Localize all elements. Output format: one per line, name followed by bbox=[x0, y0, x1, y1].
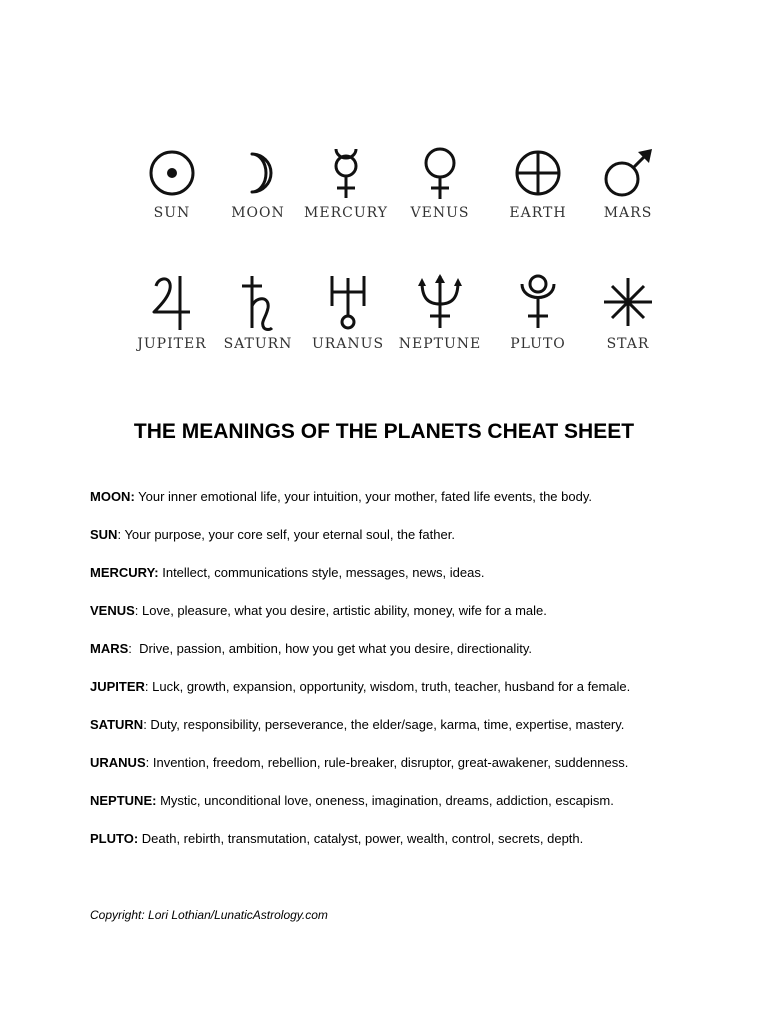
sun-glyph-icon bbox=[144, 145, 200, 201]
symbol-label: URANUS bbox=[311, 336, 385, 352]
meaning-text: : Love, pleasure, what you desire, artistic ability, money, wife for a male. bbox=[134, 603, 547, 618]
symbol-label: SUN bbox=[153, 205, 191, 221]
symbol-label: EARTH bbox=[509, 205, 567, 221]
earth-glyph-icon bbox=[510, 145, 566, 201]
meaning-mercury bbox=[90, 564, 730, 602]
symbol-uranus bbox=[300, 272, 396, 382]
symbol-label: STAR bbox=[606, 336, 650, 352]
meaning-name: MOON: bbox=[90, 489, 135, 504]
meaning-name: MERCURY: bbox=[90, 565, 159, 580]
symbol-label: PLUTO bbox=[510, 336, 566, 352]
meaning-neptune bbox=[90, 792, 730, 830]
meaning-name: NEPTUNE: bbox=[90, 793, 157, 808]
meaning-text: : Luck, growth, expansion, opportunity, wisdom, truth, teacher, husband for a female. bbox=[144, 679, 631, 694]
star-glyph-icon bbox=[600, 272, 656, 332]
moon-glyph-icon bbox=[230, 145, 286, 201]
meaning-text: : Your purpose, your core self, your eternal soul, the father. bbox=[117, 527, 455, 542]
meaning-text: Your inner emotional life, your intuition, your mother, fated life events, the body. bbox=[134, 489, 592, 504]
saturn-glyph-icon bbox=[230, 272, 286, 332]
meaning-name: URANUS bbox=[90, 755, 146, 770]
uranus-glyph-icon bbox=[320, 272, 376, 332]
meaning-mars bbox=[90, 640, 730, 678]
meaning-name: VENUS bbox=[90, 603, 135, 618]
meaning-text: Intellect, communications style, messages, news, ideas. bbox=[158, 565, 485, 580]
symbol-label: JUPITER bbox=[137, 336, 207, 352]
meaning-pluto bbox=[90, 830, 730, 868]
symbol-label: MERCURY bbox=[304, 205, 388, 221]
symbol-label: MARS bbox=[603, 205, 653, 221]
symbol-label: VENUS bbox=[410, 205, 470, 221]
symbol-mercury bbox=[298, 145, 394, 255]
page-title: THE MEANINGS OF THE PLANETS CHEAT SHEET bbox=[133, 420, 635, 443]
symbol-star bbox=[580, 272, 676, 382]
symbol-jupiter bbox=[124, 272, 220, 382]
meaning-moon bbox=[90, 488, 730, 526]
meaning-name: JUPITER bbox=[90, 679, 145, 694]
meaning-name: SATURN bbox=[90, 717, 144, 732]
planet-meanings-list bbox=[90, 488, 730, 868]
symbol-earth bbox=[490, 145, 586, 255]
pluto-glyph-icon bbox=[510, 272, 566, 332]
meaning-text: Death, rebirth, transmutation, catalyst, power, wealth, control, secrets, depth. bbox=[138, 831, 584, 846]
meaning-jupiter bbox=[90, 678, 730, 716]
symbol-venus bbox=[392, 145, 488, 255]
meaning-text: : Drive, passion, ambition, how you get what you desire, directionality. bbox=[128, 641, 532, 656]
planet-symbols-panel bbox=[110, 90, 680, 390]
meaning-name: PLUTO: bbox=[90, 831, 139, 846]
symbol-sun bbox=[124, 145, 220, 255]
symbol-label: NEPTUNE bbox=[398, 336, 482, 352]
symbol-mars bbox=[580, 145, 676, 255]
meaning-text: : Duty, responsibility, perseverance, the elder/sage, karma, time, expertise, mastery. bbox=[143, 717, 625, 732]
meaning-text: Mystic, unconditional love, oneness, imagination, dreams, addiction, escapism. bbox=[156, 793, 614, 808]
symbol-neptune bbox=[392, 272, 488, 382]
meaning-name: SUN bbox=[90, 527, 118, 542]
meaning-sun bbox=[90, 526, 730, 564]
meaning-uranus bbox=[90, 754, 730, 792]
jupiter-glyph-icon bbox=[144, 272, 200, 332]
symbol-label: SATURN bbox=[223, 336, 293, 352]
meaning-venus bbox=[90, 602, 730, 640]
copyright-notice: Copyright: Lori Lothian/LunaticAstrology.com bbox=[90, 908, 328, 922]
symbol-saturn bbox=[210, 272, 306, 382]
venus-glyph-icon bbox=[412, 145, 468, 201]
symbol-label: MOON bbox=[231, 205, 285, 221]
mercury-glyph-icon bbox=[318, 145, 374, 201]
neptune-glyph-icon bbox=[412, 272, 468, 332]
mars-glyph-icon bbox=[600, 145, 656, 201]
meaning-saturn bbox=[90, 716, 730, 754]
symbol-pluto bbox=[490, 272, 586, 382]
meaning-name: MARS bbox=[90, 641, 129, 656]
meaning-text: : Invention, freedom, rebellion, rule-breaker, disruptor, great-awakener, suddenness. bbox=[145, 755, 629, 770]
symbol-moon bbox=[210, 145, 306, 255]
